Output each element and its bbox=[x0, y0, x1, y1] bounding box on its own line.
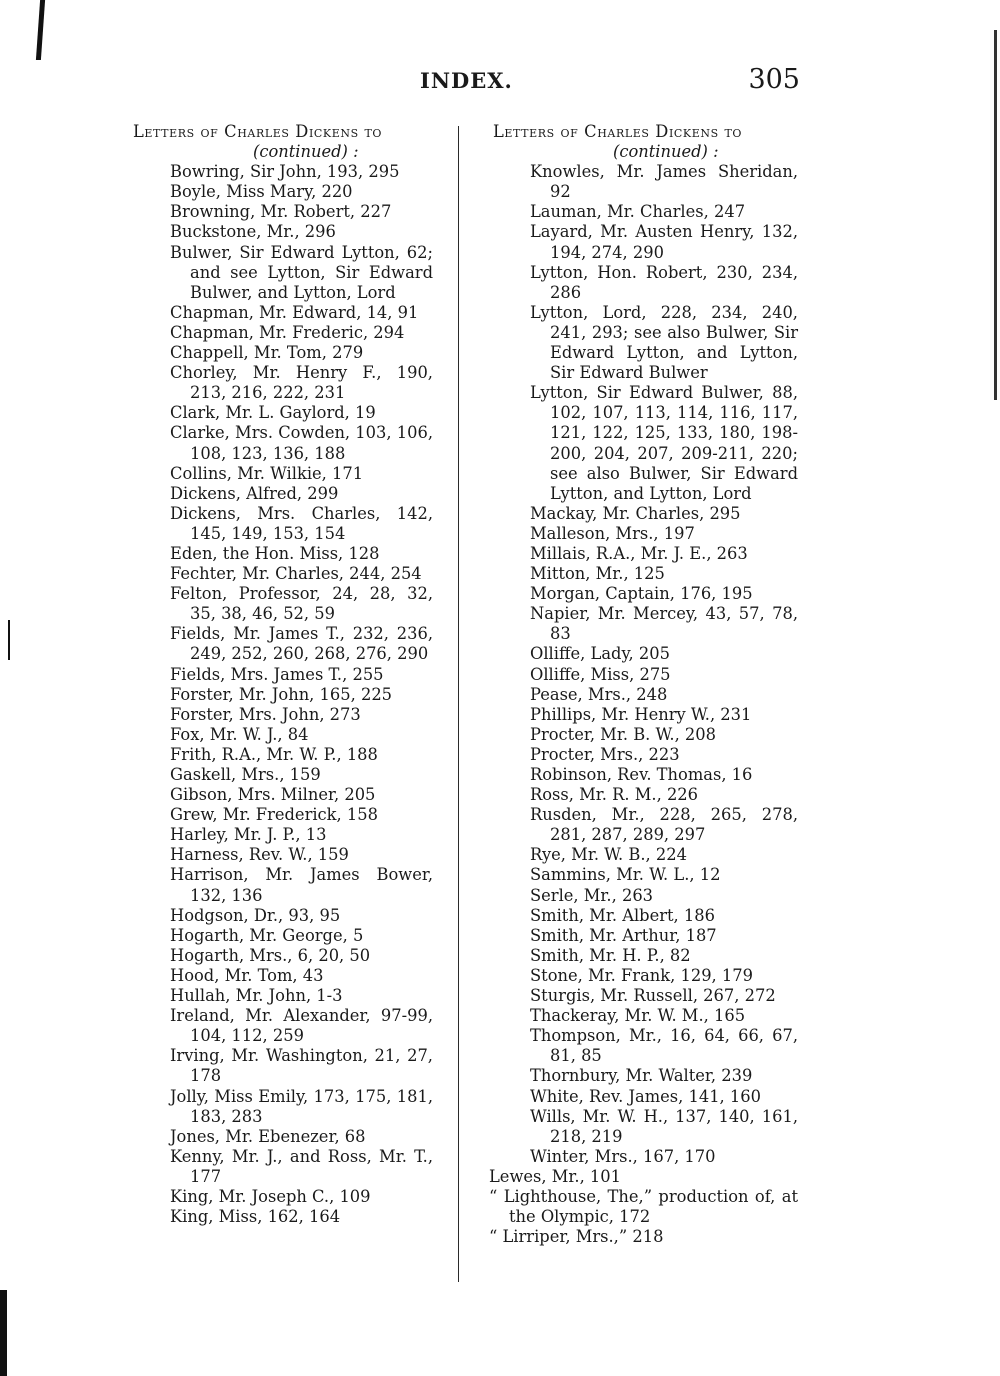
index-entry: Stone, Mr. Frank, 129, 179 bbox=[530, 965, 753, 985]
index-entry: Thompson, Mr., 16, 64, 66, 67, 81, 85 bbox=[530, 1026, 798, 1066]
index-entry: Lauman, Mr. Charles, 247 bbox=[530, 202, 746, 222]
index-entry: Lytton, Sir Edward Bulwer, 88, 102, 107, 113, 114, 116, 117, 121, 122, 125, 133, 180, 198-200, 204, 207, 209-211, 220; see also Bulwer, Sir Edward Lytton, and Lytton, Lord bbox=[530, 383, 798, 503]
index-entry: Lewes, Mr., 101 bbox=[489, 1166, 621, 1186]
index-entry: Ross, Mr. R. M., 226 bbox=[530, 785, 699, 805]
index-entry: Grew, Mr. Frederick, 158 bbox=[170, 805, 378, 825]
index-entry: Collins, Mr. Wilkie, 171 bbox=[170, 463, 364, 483]
index-entry: Fields, Mr. James T., 232, 236, 249, 252, 260, 268, 276, 290 bbox=[170, 624, 433, 664]
index-column-left bbox=[133, 122, 433, 1227]
index-entry: King, Miss, 162, 164 bbox=[170, 1207, 341, 1227]
index-entry: Millais, R.A., Mr. J. E., 263 bbox=[530, 543, 748, 563]
top-level-entry-list bbox=[489, 1167, 798, 1247]
index-entry: Dickens, Alfred, 299 bbox=[170, 483, 339, 503]
index-entry: Browning, Mr. Robert, 227 bbox=[170, 202, 392, 222]
index-entry: Hogarth, Mrs., 6, 20, 50 bbox=[170, 945, 371, 965]
index-entry: Hood, Mr. Tom, 43 bbox=[170, 965, 324, 985]
entry-list bbox=[170, 162, 433, 1227]
index-entry: Procter, Mrs., 223 bbox=[530, 744, 680, 764]
index-entry: Dickens, Mrs. Charles, 142, 145, 149, 153, 154 bbox=[170, 503, 433, 543]
index-entry: Morgan, Captain, 176, 195 bbox=[530, 584, 753, 604]
index-entry: “ Lirriper, Mrs.,” 218 bbox=[489, 1227, 664, 1247]
index-entry: Wills, Mr. W. H., 137, 140, 161, 218, 219 bbox=[530, 1106, 798, 1146]
index-entry: Clarke, Mrs. Cowden, 103, 106, 108, 123, 136, 188 bbox=[170, 423, 433, 463]
index-entry: Knowles, Mr. James Sheridan, 92 bbox=[530, 162, 798, 202]
index-entry: Rye, Mr. W. B., 224 bbox=[530, 845, 687, 865]
entry-list bbox=[530, 162, 798, 1167]
index-entry: Boyle, Miss Mary, 220 bbox=[170, 182, 353, 202]
index-entry: Lytton, Lord, 228, 234, 240, 241, 293; see also Bulwer, Sir Edward Lytton, and Lytton, Sir Edward Bulwer bbox=[530, 302, 798, 383]
index-entry: Fechter, Mr. Charles, 244, 254 bbox=[170, 564, 422, 584]
index-entry: Buckstone, Mr., 296 bbox=[170, 222, 336, 242]
index-entry: Felton, Professor, 24, 28, 32, 35, 38, 46, 52, 59 bbox=[170, 584, 433, 624]
running-head bbox=[420, 64, 800, 98]
index-entry: Lytton, Hon. Robert, 230, 234, 286 bbox=[530, 262, 798, 302]
index-column-right bbox=[489, 122, 798, 1247]
index-entry: Chapman, Mr. Frederic, 294 bbox=[170, 322, 405, 342]
index-entry: Gibson, Mrs. Milner, 205 bbox=[170, 785, 376, 805]
index-entry: Harness, Rev. W., 159 bbox=[170, 845, 349, 865]
scan-edge-left bbox=[8, 620, 10, 660]
index-entry: Smith, Mr. Albert, 186 bbox=[530, 905, 715, 925]
index-entry: Ireland, Mr. Alexander, 97-99, 104, 112, 259 bbox=[170, 1006, 433, 1046]
index-entry: Chappell, Mr. Tom, 279 bbox=[170, 343, 364, 363]
index-entry: King, Mr. Joseph C., 109 bbox=[170, 1186, 371, 1206]
index-entry: Mitton, Mr., 125 bbox=[530, 564, 665, 584]
column-divider bbox=[458, 126, 459, 1282]
index-entry: Fields, Mrs. James T., 255 bbox=[170, 664, 384, 684]
index-entry: Hodgson, Dr., 93, 95 bbox=[170, 905, 341, 925]
index-entry: Rusden, Mr., 228, 265, 278, 281, 287, 289, 297 bbox=[530, 805, 798, 845]
index-entry: “ Lighthouse, The,” production of, at the Olympic, 172 bbox=[489, 1186, 798, 1227]
heading-text: Letters of Charles Dickens to bbox=[493, 122, 743, 141]
heading-continued: (continued) : bbox=[253, 142, 359, 162]
index-entry: Sammins, Mr. W. L., 12 bbox=[530, 865, 721, 885]
index-entry: Eden, the Hon. Miss, 128 bbox=[170, 543, 380, 563]
scan-edge-right bbox=[994, 30, 997, 400]
section-heading bbox=[133, 122, 433, 162]
index-entry: Fox, Mr. W. J., 84 bbox=[170, 724, 309, 744]
index-entry: Olliffe, Miss, 275 bbox=[530, 664, 671, 684]
index-entry: Sturgis, Mr. Russell, 267, 272 bbox=[530, 986, 776, 1006]
section-heading bbox=[493, 122, 798, 162]
index-entry: Mackay, Mr. Charles, 295 bbox=[530, 503, 741, 523]
index-entry: Smith, Mr. Arthur, 187 bbox=[530, 925, 717, 945]
index-entry: Frith, R.A., Mr. W. P., 188 bbox=[170, 744, 378, 764]
index-entry: Harrison, Mr. James Bower, 132, 136 bbox=[170, 865, 433, 905]
index-entry: Hogarth, Mr. George, 5 bbox=[170, 925, 364, 945]
index-entry: Thornbury, Mr. Walter, 239 bbox=[530, 1066, 753, 1086]
index-entry: Bowring, Sir John, 193, 295 bbox=[170, 162, 400, 182]
index-entry: Thackeray, Mr. W. M., 165 bbox=[530, 1006, 746, 1026]
index-entry: Forster, Mrs. John, 273 bbox=[170, 704, 361, 724]
index-entry: Hullah, Mr. John, 1-3 bbox=[170, 986, 343, 1006]
scan-edge-bottom-left bbox=[0, 1290, 7, 1376]
index-entry: Smith, Mr. H. P., 82 bbox=[530, 945, 691, 965]
scan-edge-top-left bbox=[36, 0, 45, 60]
index-entry: Winter, Mrs., 167, 170 bbox=[530, 1146, 716, 1166]
index-entry: Jones, Mr. Ebenezer, 68 bbox=[170, 1126, 366, 1146]
index-entry: Chorley, Mr. Henry F., 190, 213, 216, 222, 231 bbox=[170, 363, 433, 403]
index-entry: Jolly, Miss Emily, 173, 175, 181, 183, 283 bbox=[170, 1086, 433, 1126]
index-entry: Gaskell, Mrs., 159 bbox=[170, 765, 321, 784]
heading-text: Letters of Charles Dickens to bbox=[133, 122, 383, 141]
index-entry: Malleson, Mrs., 197 bbox=[530, 523, 695, 543]
index-entry: Layard, Mr. Austen Henry, 132, 194, 274, 290 bbox=[530, 222, 798, 262]
index-entry: Forster, Mr. John, 165, 225 bbox=[170, 684, 393, 704]
index-entry: Olliffe, Lady, 205 bbox=[530, 644, 670, 664]
index-entry: Kenny, Mr. J., and Ross, Mr. T., 177 bbox=[170, 1146, 433, 1186]
index-entry: Phillips, Mr. Henry W., 231 bbox=[530, 704, 752, 724]
index-entry: Irving, Mr. Washington, 21, 27, 178 bbox=[170, 1046, 433, 1086]
index-entry: Harley, Mr. J. P., 13 bbox=[170, 825, 327, 845]
page-title: INDEX. bbox=[420, 68, 513, 93]
index-entry: Napier, Mr. Mercey, 43, 57, 78, 83 bbox=[530, 604, 798, 644]
index-entry: Serle, Mr., 263 bbox=[530, 885, 654, 905]
index-entry: Bulwer, Sir Edward Lytton, 62; and see Lytton, Sir Edward Bulwer, and Lytton, Lord bbox=[170, 242, 433, 302]
heading-continued: (continued) : bbox=[613, 142, 719, 162]
index-entry: Clark, Mr. L. Gaylord, 19 bbox=[170, 403, 376, 423]
page-number: 305 bbox=[748, 64, 800, 95]
index-entry: White, Rev. James, 141, 160 bbox=[530, 1086, 761, 1106]
index-entry: Robinson, Rev. Thomas, 16 bbox=[530, 765, 753, 784]
index-entry: Procter, Mr. B. W., 208 bbox=[530, 724, 716, 744]
index-entry: Pease, Mrs., 248 bbox=[530, 684, 668, 704]
index-entry: Chapman, Mr. Edward, 14, 91 bbox=[170, 302, 419, 322]
